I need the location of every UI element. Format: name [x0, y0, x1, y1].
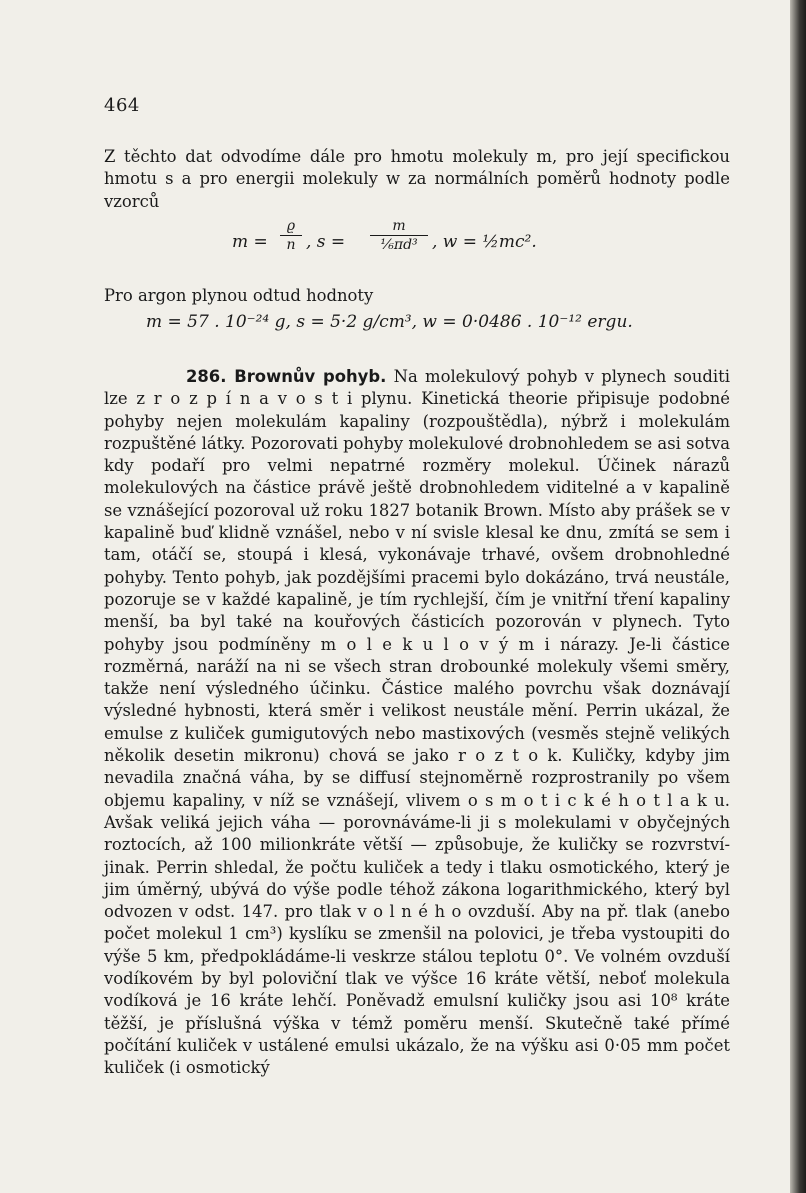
- section-heading: 286. Brownův pohyb.: [186, 367, 387, 386]
- formula-m-denominator: n: [286, 237, 296, 253]
- intro-paragraph: Z těchto dat odvodíme dále pro hmotu molekuly m, pro její specifickou hmotu s a pro energii molekuly w za normálních poměrů hodnoty podle vzorců: [104, 147, 730, 211]
- formula-s-left: , s =: [306, 232, 346, 252]
- formula-w: , w = ½mc².: [432, 232, 537, 252]
- result-intro: Pro argon plynou odtud hodnoty: [104, 286, 374, 305]
- page-edge-shadow: [790, 0, 806, 1193]
- section-286: [104, 366, 730, 1080]
- argon-values: m = 57 . 10⁻²⁴ g, s = 5·2 g/cm³, w = 0·0486 . 10⁻¹² ergu.: [146, 312, 633, 332]
- section-text: Na molekulový pohyb v plynech souditi lze z r o z p í n a v o s t i plynu. Kinetická theorie připisuje podobné pohyby nejen molekulám kapaliny (rozpouštědla), nýbrž i molekulám rozpuštěné látky. Pozorovati pohyby molekulové drobnohledem se asi sotva kdy podaří pro velmi nepatrné rozměry molekul. Účinek nárazů molekulových na částice právě ještě drobnohledem viditelné a v kapalině se vznášející pozoroval už roku 1827 botanik Brown. Místo aby prášek se v kapalině buď klidně vznášel, nebo v ní svisle klesal ke dnu, zmítá se sem i tam, otáčí se, stoupá i klesá, vykonávaje trhavé, ovšem drobnohledné pohyby. Tento pohyb, jak pozdějšími pracemi bylo dokázáno, trvá neustále, pozoruje se v každé kapalině, je tím rychlejší, čím je vnitřní tření kapaliny menší, ba byl také na kouřových částicích pozorován v plynech. Tyto pohyby jsou podmíněny m o l e k u l o v ý m i nárazy. Je-li částice rozměrná, naráží na ni se všech stran drobounké molekuly všemi směry, takže není výsledného účinku. Částice malého povrchu však doznávají výsledné hybnosti, která směr i velikost neustále mění. Perrin ukázal, že emulse z kuliček gumigutových nebo mastixových (vesměs stejně velikých několik desetin mikronu) chová se jako r o z t o k. Kuličky, kdyby jim nevadila značná váha, by se diffusí stejnoměrně rozprostranily po všem objemu kapaliny, v níž se vznášejí, vlivem o s m o t i c k é h o t l a k u. Avšak veliká jejich váha — porovnáváme-li ji s molekulami v obyčejných roztocích, až 100 milionkráte větší — způsobuje, že kuličky se rozvrství-jinak. Perrin shledal, že počtu kuliček a tedy i tlaku osmotického, který je jim úměrný, ubývá do výše podle téhož zákona logarithmického, který byl odvozen v odst. 147. pro tlak v o l n é h o ovzduší. Aby na př. tlak (anebo počet molekul 1 cm³) kyslíku se zmenšil na polovici, je třeba vystoupiti do výše 5 km, předpokládáme-li veskrze stálou teplotu 0°. Ve volném ovzduší vodíkovém by byl poloviční tlak ve výšce 16 kráte větší, neboť molekula vodíková je 16 kráte lehčí. Poněvadž emulsní kuličky jsou asi 10⁸ kráte těžší, je příslušná výška v témž poměru menší. Skutečně také přímé počítání kuliček v ustálené emulsi ukázalo, že na výšku asi 0·05 mm počet kuliček (i osmotický: [104, 367, 730, 1078]
- formula-s-numerator: m: [392, 218, 406, 234]
- formula-line: [232, 218, 652, 270]
- fraction-bar: [280, 235, 302, 236]
- formula-m-fraction: [280, 218, 302, 253]
- formula-m-numerator: ϱ: [286, 218, 296, 234]
- formula-m-left: m =: [232, 232, 268, 252]
- page-number: 464: [104, 95, 140, 116]
- formula-s-denominator: ⅙πd³: [380, 237, 418, 253]
- formula-s-fraction: [370, 218, 428, 253]
- fraction-bar: [370, 235, 428, 236]
